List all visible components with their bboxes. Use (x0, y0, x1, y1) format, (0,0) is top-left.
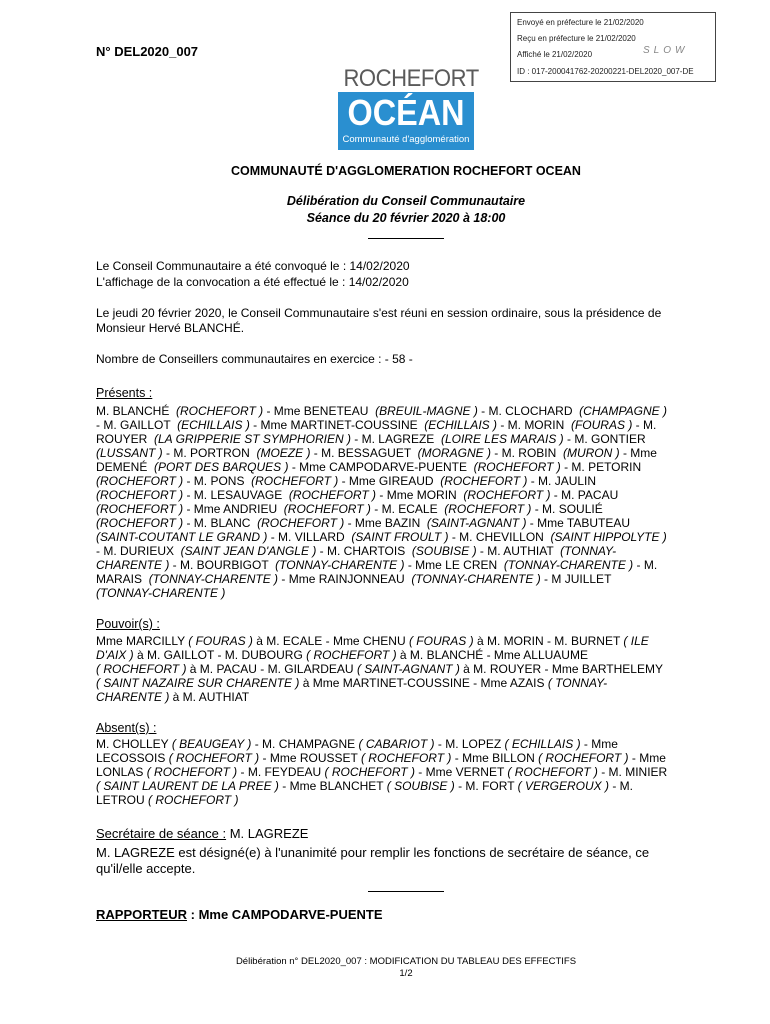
pouvoirs-line: ( SAINT NAZAIRE SUR CHARENTE ) à Mme MARTINET-COUSSINE - Mme AZAIS ( TONNAY- (96, 676, 608, 690)
absents-line: LECOSSOIS ( ROCHEFORT ) - Mme ROUSSET ( ROCHEFORT ) - Mme BILLON ( ROCHEFORT ) - Mme (96, 751, 666, 765)
rapporteur-line (96, 907, 718, 923)
logo-main-text: OCÉAN (347, 92, 465, 133)
signature-logo-icon (641, 43, 711, 55)
presents-list (96, 404, 718, 600)
document-subtitle: Délibération du Conseil Communautaire (286, 194, 526, 208)
logo-band (338, 92, 474, 150)
presents-line: ROUYER (LA GRIPPERIE ST SYMPHORIEN ) - M. LAGREZE (LOIRE LES MARAIS ) - M. GONTIER (96, 432, 646, 446)
logo-tagline: Communauté d'agglomération (342, 134, 470, 145)
logo-top-text: ROCHEFORT (343, 65, 479, 92)
pouvoirs-line: Mme MARCILLY ( FOURAS ) à M. ECALE - Mme CHENU ( FOURAS ) à M. MORIN - M. BURNET ( ILE (96, 634, 649, 648)
session-date: Séance du 20 février 2020 à 18:00 (306, 211, 506, 225)
stamp-posted: Affiché le 21/02/2020 (517, 50, 593, 59)
rochefort-ocean-logo (338, 65, 479, 150)
convocation-line: Le Conseil Communautaire a été convoqué le : 14/02/2020 (96, 259, 410, 273)
session-line-2: Monsieur Hervé BLANCHÉ. (96, 321, 245, 335)
stamp-received: Reçu en préfecture le 21/02/2020 (517, 34, 636, 43)
presents-line: DEMENÉ (PORT DES BARQUES ) - Mme CAMPODARVE-PUENTE (ROCHEFORT ) - M. PETORIN (96, 460, 642, 474)
rapporteur-name: : Mme CAMPODARVE-PUENTE (187, 907, 383, 922)
secretaire-heading: Secrétaire de séance : (96, 826, 227, 841)
absents-list (96, 737, 718, 807)
absents-line: ( SAINT LAURENT DE LA PREE ) - Mme BLANCHET ( SOUBISE ) - M. FORT ( VERGEROUX ) - M. (96, 779, 633, 793)
session-line-1: Le jeudi 20 février 2020, le Conseil Communautaire s'est réuni en session ordinaire, sous la présidence de (96, 306, 662, 320)
absents-line: LONLAS ( ROCHEFORT ) - M. FEYDEAU ( ROCHEFORT ) - Mme VERNET ( ROCHEFORT ) - M. MINIER (96, 765, 668, 779)
secretaire-text-1: M. LAGREZE est désigné(e) à l'unanimité pour remplir les fonctions de secrétaire de séance, ce (96, 845, 650, 860)
presents-line: (SAINT-COUTANT LE GRAND ) - M. VILLARD (SAINT FROULT ) - M. CHEVILLON (SAINT HIPPOLYTE ) (96, 530, 667, 544)
presents-line: (ROCHEFORT ) - M. BLANC (ROCHEFORT ) - Mme BAZIN (SAINT-AGNANT ) - Mme TABUTEAU (96, 516, 631, 530)
presents-line: M. BLANCHÉ (ROCHEFORT ) - Mme BENETEAU (BREUIL-MAGNE ) - M. CLOCHARD (CHAMPAGNE ) (96, 404, 667, 418)
presents-heading: Présents : (96, 386, 153, 400)
pouvoirs-line: CHARENTE ) à M. AUTHIAT (96, 690, 250, 704)
presents-line: (ROCHEFORT ) - M. PONS (ROCHEFORT ) - Mme GIREAUD (ROCHEFORT ) - M. JAULIN (96, 474, 597, 488)
conseillers-count: Nombre de Conseillers communautaires en exercice : - 58 - (96, 352, 413, 366)
deliberation-number: N° DEL2020_007 (96, 44, 199, 59)
presents-line: (ROCHEFORT ) - Mme ANDRIEU (ROCHEFORT ) - M. ECALE (ROCHEFORT ) - M. SOULIÉ (96, 502, 603, 516)
presents-line: CHARENTE ) - M. BOURBIGOT (TONNAY-CHARENTE ) - Mme LE CREN (TONNAY-CHARENTE ) - M. (96, 558, 658, 572)
absents-line: M. CHOLLEY ( BEAUGEAY ) - M. CHAMPAGNE ( CABARIOT ) - M. LOPEZ ( ECHILLAIS ) - Mme (96, 737, 618, 751)
footer-title: Délibération n° DEL2020_007 : MODIFICATION DU TABLEAU DES EFFECTIFS (235, 956, 577, 967)
presents-line: (LUSSANT ) - M. PORTRON (MOEZE ) - M. BESSAGUET (MORAGNE ) - M. ROBIN (MURON ) - Mme (96, 446, 657, 460)
pouvoirs-line: D'AIX ) à M. GAILLOT - M. DUBOURG ( ROCHEFORT ) à M. BLANCHÉ - Mme ALLUAUME (96, 648, 588, 662)
pouvoirs-heading: Pouvoir(s) : (96, 617, 160, 631)
pouvoirs-list (96, 634, 718, 704)
document-title: COMMUNAUTÉ D'AGGLOMERATION ROCHEFORT OCEAN (231, 164, 581, 178)
secretaire-text-2: qu'il/elle accepte. (96, 861, 196, 876)
separator-rule (368, 238, 444, 239)
absents-heading: Absent(s) : (96, 721, 157, 735)
prefecture-stamp (510, 12, 716, 82)
secretaire-line (96, 826, 718, 842)
stamp-id: ID : 017-200041762-20200221-DEL2020_007-DE (517, 67, 694, 76)
presents-line: (ROCHEFORT ) - M. LESAUVAGE (ROCHEFORT ) - Mme MORIN (ROCHEFORT ) - M. PACAU (96, 488, 619, 502)
pouvoirs-line: ( ROCHEFORT ) à M. PACAU - M. GILARDEAU ( SAINT-AGNANT ) à M. ROUYER - Mme BARTHELEMY (96, 662, 663, 676)
presents-line: - M. DURIEUX (SAINT JEAN D'ANGLE ) - M. CHARTOIS (SOUBISE ) - M. AUTHIAT (TONNAY- (96, 544, 617, 558)
absents-line: LETROU ( ROCHEFORT ) (96, 793, 239, 807)
presents-line: MARAIS (TONNAY-CHARENTE ) - Mme RAINJONNEAU (TONNAY-CHARENTE ) - M JUILLET (96, 572, 612, 586)
svg-text:SLOW: SLOW (643, 45, 689, 55)
presents-line: - M. GAILLOT (ECHILLAIS ) - Mme MARTINET-COUSSINE (ECHILLAIS ) - M. MORIN (FOURAS ) - M. (96, 418, 657, 432)
page-number: 1/2 (399, 968, 413, 979)
separator-rule-2 (368, 891, 444, 892)
secretaire-name: M. LAGREZE (226, 826, 309, 841)
affichage-line: L'affichage de la convocation a été effectué le : 14/02/2020 (96, 275, 409, 289)
stamp-sent: Envoyé en préfecture le 21/02/2020 (517, 18, 644, 27)
presents-line: (TONNAY-CHARENTE ) (96, 586, 226, 600)
rapporteur-label: RAPPORTEUR (96, 907, 188, 922)
